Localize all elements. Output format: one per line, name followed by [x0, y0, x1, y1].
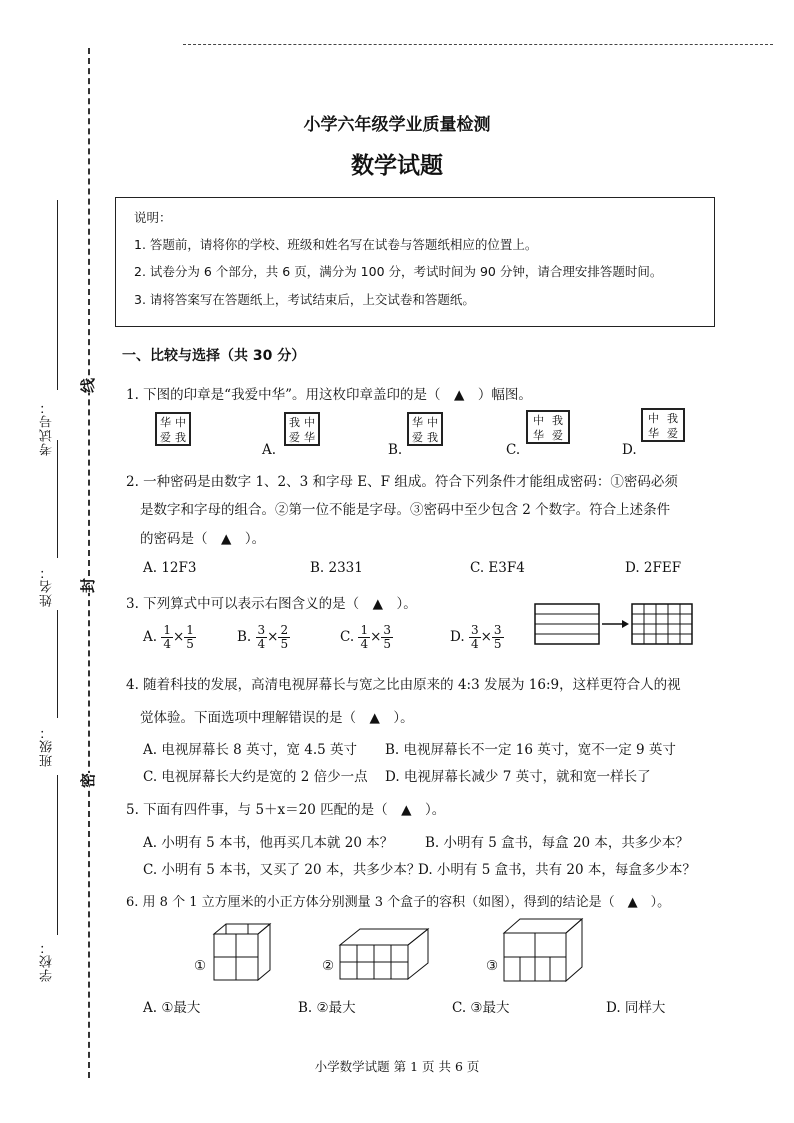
question-4-line1: 4. 随着科技的发展，高清电视屏幕长与宽之比由原来的 4:3 发展为 16:9，这样更符合人的视: [126, 677, 681, 693]
q5-option-d[interactable]: D. 小明有 5 盒书，共有 20 本，每盒多少本？: [418, 862, 696, 878]
q3-option-d[interactable]: D. $\frac{3}{4}$ × $\frac{3}{5}$: [450, 623, 502, 651]
stamp-main: 华 中 爱 我: [155, 412, 191, 446]
q6-option-a[interactable]: A. ①最大: [143, 1000, 201, 1016]
top-dashed-line: [183, 44, 773, 45]
exam-title: 小学六年级学业质量检测: [303, 115, 491, 135]
binding-dashed-line: [88, 48, 90, 1078]
q4-option-c[interactable]: C. 电视屏幕长大约是宽的 2 倍少一点: [143, 769, 368, 785]
q4-option-a[interactable]: A. 电视屏幕长 8 英寸，宽 4.5 英寸: [143, 742, 358, 758]
seal-char-line: 线: [79, 377, 98, 394]
box-1-label: ①: [194, 958, 207, 974]
q1-option-a[interactable]: A.: [262, 442, 277, 458]
school-line[interactable]: [57, 775, 58, 935]
fraction: $\frac{1}{5}$: [186, 623, 194, 651]
section-title: 一、比较与选择（共 30 分）: [122, 348, 306, 364]
fraction: $\frac{1}{4}$: [163, 623, 171, 651]
stamp-c: 中 我 华 爱: [526, 410, 570, 444]
seal-char-dense: 密: [79, 772, 98, 789]
box-2-figure: [338, 925, 430, 981]
q6-option-d[interactable]: D. 同样大: [606, 1000, 666, 1016]
fraction: $\frac{3}{4}$: [470, 623, 479, 651]
question-2-line2: 是数字和字母的组合。②第一位不能是字母。③密码中至少包含 2 个数字。符合上述条件: [140, 502, 671, 518]
fraction: $\frac{3}{5}$: [383, 623, 392, 651]
q5-option-c[interactable]: C. 小明有 5 本书，又买了 20 本，共多少本？: [143, 862, 421, 878]
fraction: $\frac{2}{5}$: [280, 623, 289, 651]
box-3-figure: [502, 915, 584, 983]
name-label: 姓名：: [40, 565, 55, 607]
question-2-line1: 2. 一种密码是由数字 1、2、3 和字母 E、F 组成。符合下列条件才能组成密码：①密码必须: [126, 474, 678, 490]
q3-option-b[interactable]: B. $\frac{3}{4}$ × $\frac{2}{5}$: [237, 623, 289, 651]
question-2-line3: 的密码是（ ▲ ）。: [140, 531, 266, 547]
q1-option-d[interactable]: D.: [622, 442, 637, 458]
fraction: $\frac{3}{5}$: [493, 623, 502, 651]
q3-option-c[interactable]: C. $\frac{1}{4}$ × $\frac{3}{5}$: [340, 623, 392, 651]
question-5: 5. 下面有四件事，与 5＋x＝20 匹配的是（ ▲ ）。: [126, 802, 446, 818]
instructions-heading: 说明：: [134, 210, 172, 225]
q6-option-c[interactable]: C. ③最大: [452, 1000, 510, 1016]
seal-char-seal: 封: [79, 577, 98, 594]
q6-option-b[interactable]: B. ②最大: [298, 1000, 356, 1016]
q1-option-b[interactable]: B.: [388, 442, 403, 458]
q2-option-d[interactable]: D. 2FEF: [625, 560, 682, 576]
exam-no-line[interactable]: [57, 200, 58, 390]
stamp-b: 华 中 爱 我: [407, 412, 443, 446]
instruction-item: 1. 答题前，请将你的学校、班级和姓名写在试卷与答题纸相应的位置上。: [134, 237, 538, 252]
fraction: $\frac{3}{4}$: [257, 623, 266, 651]
box-3-label: ③: [486, 958, 499, 974]
q2-option-b[interactable]: B. 2331: [310, 560, 363, 576]
school-label: 学校：: [40, 940, 55, 982]
class-line[interactable]: [57, 610, 58, 718]
q2-option-c[interactable]: C. E3F4: [470, 560, 525, 576]
q4-option-b[interactable]: B. 电视屏幕长不一定 16 英寸，宽不一定 9 英寸: [385, 742, 676, 758]
name-line[interactable]: [57, 440, 58, 558]
class-label: 班级：: [40, 725, 55, 767]
instructions-box: [115, 197, 715, 327]
fraction-diagram: [534, 602, 694, 648]
question-1: 1. 下图的印章是“我爱中华”。用这枚印章盖印的是（ ▲ ）幅图。: [126, 387, 532, 403]
q4-option-d[interactable]: D. 电视屏幕长减少 7 英寸，就和宽一样长了: [385, 769, 651, 785]
q1-option-c[interactable]: C.: [506, 442, 521, 458]
instruction-item: 3. 请将答案写在答题纸上，考试结束后，上交试卷和答题纸。: [134, 292, 475, 307]
exam-no-label: 考试号：: [40, 400, 55, 456]
box-1-figure: [212, 920, 274, 982]
stamp-d: 中 我 华 爱: [641, 408, 685, 442]
q3-option-a[interactable]: A. $\frac{1}{4}$ × $\frac{1}{5}$: [143, 623, 194, 651]
subject-title: 数学试题: [351, 153, 443, 179]
q5-option-b[interactable]: B. 小明有 5 盒书，每盒 20 本，共多少本？: [425, 835, 689, 851]
box-2-label: ②: [322, 958, 335, 974]
page-footer: 小学数学试题 第 1 页 共 6 页: [314, 1059, 480, 1074]
question-4-line2: 觉体验。下面选项中理解错误的是（ ▲ ）。: [140, 710, 414, 726]
q2-option-a[interactable]: A. 12F3: [143, 560, 197, 576]
question-3: 3. 下列算式中可以表示右图含义的是（ ▲ ）。: [126, 596, 417, 612]
instruction-item: 2. 试卷分为 6 个部分，共 6 页，满分为 100 分，考试时间为 90 分钟，请合理安排答题时间。: [134, 264, 663, 279]
stamp-a: 我 中 爱 华: [284, 412, 320, 446]
question-6: 6. 用 8 个 1 立方厘米的小正方体分别测量 3 个盒子的容积（如图），得到的结论是（ ▲ ）。: [126, 895, 671, 910]
fraction: $\frac{1}{4}$: [360, 623, 369, 651]
q5-option-a[interactable]: A. 小明有 5 本书，他再买几本就 20 本？: [143, 835, 394, 851]
